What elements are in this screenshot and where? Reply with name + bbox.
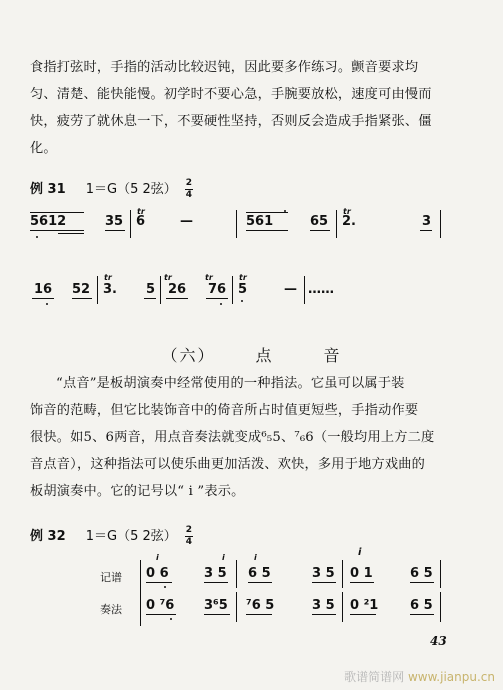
example-32-label: 例 32	[30, 529, 66, 544]
dian-mark: i	[156, 553, 159, 562]
note-group: 3 5	[312, 566, 335, 581]
time-signature: $\frac{2}{4}$	[185, 525, 193, 547]
note-group: 3 5	[312, 598, 335, 613]
note-group: 561	[246, 214, 274, 229]
trill-mark: tr	[239, 273, 247, 282]
note-group: 0 ²1	[350, 598, 379, 613]
paragraph-dianyin	[30, 370, 470, 505]
note-group: ⁷6 5	[246, 598, 275, 613]
watermark	[344, 668, 495, 685]
dash: —	[284, 282, 297, 297]
note-group: 16	[34, 282, 53, 297]
note-group: 0 ⁷6	[146, 598, 175, 613]
text-line: 匀、清楚、能快能慢。初学时不要心急，手腕要放松，速度可由慢而	[30, 87, 432, 102]
dash: —	[180, 214, 193, 229]
note-group: 65	[310, 214, 329, 229]
note: 5	[146, 282, 156, 297]
note-group: 35	[105, 214, 124, 229]
trill-mark: tr	[343, 207, 351, 216]
example-32-header	[30, 525, 193, 547]
example-32-key: 1＝G（5 2弦）	[85, 529, 177, 544]
note-group: 3⁶5	[204, 598, 228, 613]
trill-mark: tr	[164, 273, 172, 282]
section-title-a: 点	[255, 346, 274, 365]
trill-mark: tr	[137, 207, 145, 216]
watermark-en: www.jianpu.cn	[407, 670, 495, 684]
watermark-cn: 歌谱简谱网	[344, 670, 405, 684]
row-label-playing: 奏法	[100, 603, 122, 616]
section-number: （六）	[161, 346, 216, 365]
note: 3.	[103, 282, 117, 297]
dian-mark: i	[254, 553, 257, 562]
time-signature: $\frac{2}{4}$	[185, 178, 193, 200]
text-line: 板胡演奏中。它的记号以“ i ”表示。	[30, 484, 245, 499]
text-line: 食指打弦时，手指的活动比较迟钝，因此要多作练习。颤音要求均	[30, 60, 419, 75]
text-line: “点音”是板胡演奏中经常使用的一种指法。它虽可以属于装	[56, 376, 405, 391]
note-group: 6 5	[248, 566, 271, 581]
note-group: 76	[208, 282, 227, 297]
section-title	[0, 343, 503, 366]
text-line: 音点音），这种指法可以使乐曲更加活泼、欢快，多用于地方戏曲的	[30, 457, 426, 472]
row-label-notation: 记谱	[100, 571, 122, 584]
note-group: 26	[168, 282, 187, 297]
example-31-key: 1＝G（5 2弦）	[85, 182, 177, 197]
text-line: 化。	[30, 141, 57, 156]
note: 5	[238, 282, 248, 297]
note: 3	[422, 214, 432, 229]
paragraph-intro	[30, 54, 470, 162]
trill-mark: tr	[205, 273, 213, 282]
note: 6	[136, 214, 146, 229]
dian-mark: i	[222, 553, 225, 562]
example-31-label: 例 31	[30, 182, 66, 197]
note: 2.	[342, 214, 356, 229]
note-group: 6 5	[410, 566, 433, 581]
example-31-header	[30, 178, 193, 200]
note-group: 5612	[30, 214, 67, 229]
note-group: 52	[72, 282, 91, 297]
text-line: 饰音的范畴，但它比装饰音中的倚音所占时值更短些，手指动作要	[30, 403, 419, 418]
note-group: 6 5	[410, 598, 433, 613]
section-title-b: 音	[323, 346, 342, 365]
note-group: 0 1	[350, 566, 373, 581]
text-line: 快，疲劳了就休息一下，不要硬性坚持，否则反会造成手指紧张、僵	[30, 114, 432, 129]
text-line: 很快。如5、6两音，用点音奏法就变成⁶₅5、⁷₆6（一般均用上方二度	[30, 430, 435, 445]
ellipsis: ……	[308, 282, 334, 297]
dian-mark: i	[358, 547, 362, 558]
page-number: 43	[430, 634, 447, 648]
note-group: 0 6	[146, 566, 169, 581]
note-group: 3 5	[204, 566, 227, 581]
trill-mark: tr	[104, 273, 112, 282]
